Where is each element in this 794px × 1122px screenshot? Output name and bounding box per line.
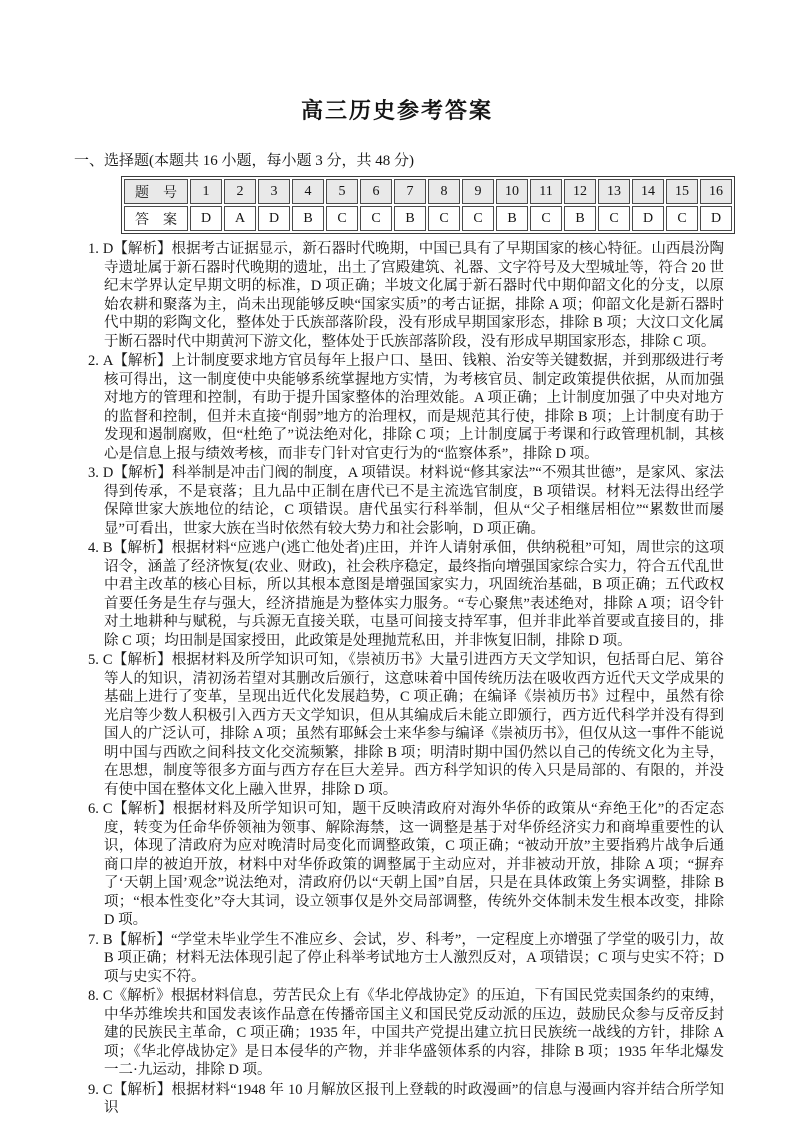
answer-cell: A xyxy=(224,206,256,231)
question-number-cell: 9 xyxy=(462,179,494,204)
explanation-item-4 xyxy=(88,539,724,650)
item-number: 8. xyxy=(88,988,99,1004)
answer-table xyxy=(121,176,735,234)
answer-cell: D xyxy=(700,206,732,231)
answer-row-header: 答 案 xyxy=(124,206,188,231)
explanation-item-3 xyxy=(88,464,724,538)
question-number-cell: 14 xyxy=(632,179,664,204)
item-number: 3. xyxy=(88,465,99,481)
answer-cell: D xyxy=(258,206,290,231)
item-text: C【解析】根据材料“1948 年 10 月解放区报刊上登载的时政漫画”的信息与漫画内容并结合所学知识 xyxy=(102,1081,724,1116)
explanation-item-5 xyxy=(88,651,724,799)
answer-cell: C xyxy=(666,206,698,231)
answer-cell: C xyxy=(326,206,358,231)
explanation-item-2 xyxy=(88,352,724,463)
explanation-list xyxy=(88,240,724,1118)
item-number: 6. xyxy=(88,801,99,817)
question-number-cell: 4 xyxy=(292,179,324,204)
item-text: B【解析】“学堂未毕业学生不准应乡、会试，岁、科考”，一定程度上亦增强了学堂的吸引力，故 B 项正确；材料无法体现引起了停止科举考试地方士人激烈反对，A 项错误；C 项与史实不符；D 项与史实不符。 xyxy=(102,931,724,985)
question-number-cell: 12 xyxy=(564,179,596,204)
page-title: 高三历史参考答案 xyxy=(300,98,493,123)
item-number: 1. xyxy=(88,241,99,257)
question-number-cell: 6 xyxy=(360,179,392,204)
answer-cell: D xyxy=(632,206,664,231)
question-number-cell: 13 xyxy=(598,179,630,204)
question-number-cell: 10 xyxy=(496,179,528,204)
question-number-cell: 7 xyxy=(394,179,426,204)
answer-cell: C xyxy=(428,206,460,231)
answer-cell: B xyxy=(564,206,596,231)
question-number-cell: 8 xyxy=(428,179,460,204)
explanation-item-6 xyxy=(88,800,724,930)
item-text: D【解析】根据考古证据显示，新石器时代晚期，中国已具有了早期国家的核心特征。山西晨汾陶寺遗址属于新石器时代晚期的遗址，出土了宫殿建筑、礼器、文字符号及大型城址等，符合 20 世纪末学界认定早期文明的标准，D 项正确；半坡文化属于新石器时代中期仰韶文化的分支，以原始农耕和聚落为主，尚未出现能够反映“国家实质”的考古证据，排除 A 项；仰韶文化是新石器时代中期的彩陶文化，整体处于氏族部落阶段，没有形成早期国家形态，排除 B 项；大汶口文化属于断石器时代中期黄河下游文化，整体处于氏族部落阶段，没有形成早期国家形态，排除 C 项。 xyxy=(102,241,724,350)
answer-cell: D xyxy=(190,206,222,231)
question-number-cell: 3 xyxy=(258,179,290,204)
item-text: C【解析】根据材料及所学知识可知，《崇祯历书》大量引进西方天文学知识，包括哥白尼、第谷等人的知识，清初汤若望对其删改后颁行，这意味着中国传统历法在吸收西方近代天文学成果的基础上进行了变革，呈现出近代化发展趋势，C 项正确；在编译《崇祯历书》过程中，虽然有徐光启等少数人积极引入西方天文学知识，但从其编成后未能立即颁行，西方近代科学并没有得到国人的广泛认可，排除 A 项；虽然有耶稣会士来华参与编译《崇祯历书》，但仅从这一事件不能说明中国与西欧之间科技文化交流频繁，排除 B 项；明清时期中国仍然以自己的传统文化为主导，在思想，制度等很多方面与西方存在巨大差异。西方科学知识的传入只是局部的、有限的，并没有使中国在整体文化上融入世界，排除 D 项。 xyxy=(102,652,724,798)
answer-cell: C xyxy=(598,206,630,231)
item-number: 2. xyxy=(88,353,99,369)
question-number-cell: 16 xyxy=(700,179,732,204)
item-text: C【解析】根据材料及所学知识可知，题干反映清政府对海外华侨的政策从“弃绝王化”的否定态度，转变为任命华侨领袖为领事、解除海禁，这一调整是基于对华侨经济实力和商埠重要性的认识，体现了清政府为应对晚清时局变化而调整政策，C 项正确；“被动开放”主要指鸦片战争后通商口岸的被迫开放，材料中对华侨政策的调整属于主动应对，并非被动开放，排除 A 项；“摒弃了‘天朝上国’观念”说法绝对，清政府仍以“天朝上国”自居，只是在具体政策上务实调整，排除 B 项；“根本性变化”夺大其词，设立领事仅是外交局部调整，传统外交体制未发生根本改变，排除 D 项。 xyxy=(102,801,724,928)
item-number: 4. xyxy=(88,540,99,556)
item-number: 7. xyxy=(88,931,99,948)
answer-cell: C xyxy=(360,206,392,231)
item-number: 5. xyxy=(88,652,99,668)
item-text: C《解析》根据材料信息，劳苦民众上有《华北停战协定》的压迫，下有国民党卖国条约的束缚，中华苏维埃共和国发表该作品意在传播帝国主义和国民党反动派的压边，鼓励民众参与反帝反封建的民族民主革命，C 项正确；1935 年，中国共产党提出建立抗日民族统一战线的方针，排除 A 项；《华北停战协定》是日本侵华的产物，并非华盛领体系的内容，排除 B 项；1935 年华北爆发一二·九运动，排除 D 项。 xyxy=(102,988,724,1078)
question-number-cell: 2 xyxy=(224,179,256,204)
answer-cell: B xyxy=(496,206,528,231)
item-text: A【解析】上计制度要求地方官员每年上报户口、垦田、钱粮、治安等关键数据，并到那级进行考核可得出，这一制度使中央能够系统掌握地方实情，为考核官员、制定政策提供依据，从而加强对地方的管理和控制，有助于提升国家整体的治理效能。A 项正确；上计制度加强了中央对地方的监督和控制，但并未直接“削弱”地方的治理权，而是规范其行使，排除 B 项；上计制度有助于发现和遏制腐败，但“杜绝了”说法绝对化，排除 C 项；上计制度属于考课和行政管理机制，其核心是信息上报与绩效考核，而非专门针对官吏行为的“监察体系”，排除 D 项。 xyxy=(102,353,724,462)
question-number-row-header: 题 号 xyxy=(124,179,188,204)
question-number-cell: 5 xyxy=(326,179,358,204)
answer-cell: C xyxy=(462,206,494,231)
explanation-item-8 xyxy=(88,987,724,1080)
answer-cell: B xyxy=(292,206,324,231)
explanation-item-7 xyxy=(88,931,724,987)
answer-row xyxy=(124,206,732,231)
explanation-item-9 xyxy=(88,1081,724,1118)
answer-cell: B xyxy=(394,206,426,231)
question-number-cell: 15 xyxy=(666,179,698,204)
section-heading: 一、选择题(本题共 16 小题，每小题 3 分，共 48 分) xyxy=(74,153,414,169)
question-number-row xyxy=(124,179,732,204)
item-number: 9. xyxy=(88,1081,99,1098)
item-text: D【解析】科举制是冲击门阀的制度，A 项错误。材料说“修其家法”“不殒其世德”，是家风、家法得到传承，不是衰落；且九品中正制在唐代已不是主流选官制度，B 项错误。材料无法得出经学保障世家大族地位的结论，C 项错误。唐代虽实行科举制，但从“父子相继居相位”“累数世而屡显”可看出，世家大族在当时依然有较大势力和社会影响，D 项正确。 xyxy=(102,465,724,537)
explanation-item-1 xyxy=(88,240,724,351)
item-text: B【解析】根据材料“应逃户(逃亡他处者)庄田，并许人请射承佃，供纳税租”可知，周世宗的这项诏令，涵盖了经济恢复(农业、财政)，社会秩序稳定，最终指向增强国家综合实力，符合五代乱世中君主改革的核心目标，所以其根本意图是增强国家实力，巩固统治基础，B 项正确；五代政权首要任务是生存与强大，经济措施是为整体实力服务。“专心聚焦”表述绝对，排除 A 项；诏令针对土地耕种与赋税，与兵源无直接关联，屯垦可间接支持军事，但并非此举首要或直接目的，排除 C 项；均田制是国家授田，此政策是处理抛荒私田，并非恢复旧制，排除 D 项。 xyxy=(102,540,724,649)
question-number-cell: 11 xyxy=(530,179,562,204)
answer-cell: C xyxy=(530,206,562,231)
question-number-cell: 1 xyxy=(190,179,222,204)
